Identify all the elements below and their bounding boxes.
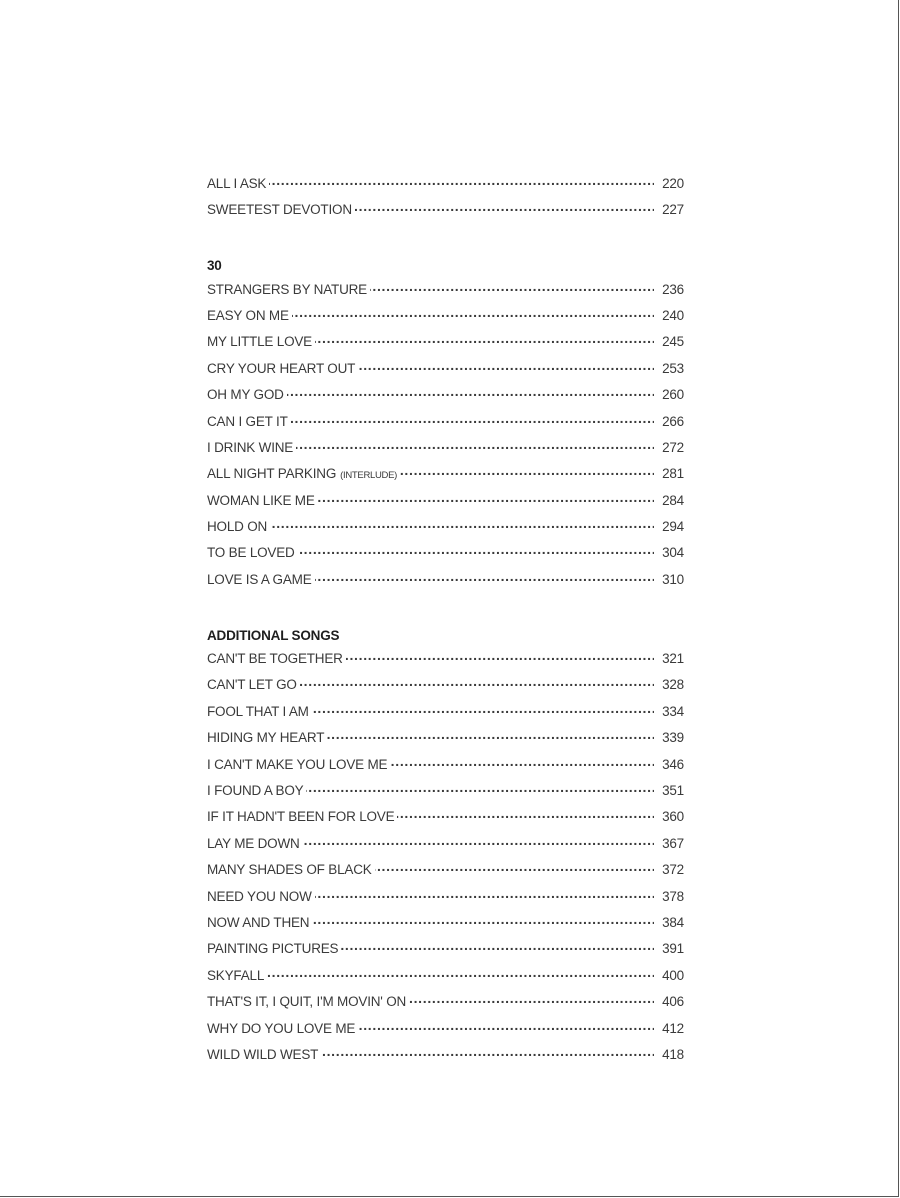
toc-entry[interactable] xyxy=(207,1019,684,1045)
song-title-text: NEED YOU NOW xyxy=(207,888,312,904)
dot-leader xyxy=(296,438,654,452)
page-number: 378 xyxy=(662,888,684,904)
song-title-note: (INTERLUDE) xyxy=(340,470,398,482)
toc-entry[interactable] xyxy=(207,834,684,860)
song-title-text: CAN'T LET GO xyxy=(207,677,297,693)
page-number: 418 xyxy=(662,1046,684,1062)
page-number: 294 xyxy=(662,519,684,535)
song-title-text: ALL NIGHT PARKING xyxy=(207,466,337,482)
toc-entry[interactable] xyxy=(207,913,684,939)
toc-entry[interactable] xyxy=(207,464,684,490)
page-number: 367 xyxy=(662,835,684,851)
dot-leader xyxy=(312,913,654,927)
song-title-text: SKYFALL xyxy=(207,967,265,983)
toc-entry[interactable] xyxy=(207,200,684,226)
dot-leader xyxy=(409,992,654,1006)
toc-entry[interactable] xyxy=(207,306,684,332)
page-number: 236 xyxy=(662,281,684,297)
song-title-text: HOLD ON xyxy=(207,519,268,535)
dot-leader xyxy=(300,675,654,689)
toc-entry[interactable] xyxy=(207,385,684,411)
page-number: 412 xyxy=(662,1020,684,1036)
song-title-text: THAT'S IT, I QUIT, I'M MOVIN' ON xyxy=(207,994,407,1010)
page-number: 346 xyxy=(662,756,684,772)
dot-leader xyxy=(312,702,654,716)
song-title xyxy=(207,915,312,930)
toc-entry[interactable] xyxy=(207,412,684,438)
song-title-text: I DRINK WINE xyxy=(207,439,294,455)
song-title-text: MANY SHADES OF BLACK xyxy=(207,862,372,878)
toc-entry[interactable] xyxy=(207,517,684,543)
page-number: 391 xyxy=(662,941,684,957)
song-title xyxy=(207,493,318,508)
page-number: 400 xyxy=(662,967,684,983)
page-number: 253 xyxy=(662,360,684,376)
song-title-text: HIDING MY HEART xyxy=(207,730,325,746)
song-title-text: PAINTING PICTURES xyxy=(207,941,339,957)
dot-leader xyxy=(346,649,654,663)
section-gap xyxy=(207,227,684,253)
dot-leader xyxy=(370,280,654,294)
page-number: 328 xyxy=(662,677,684,693)
page-number: 384 xyxy=(662,914,684,930)
song-title xyxy=(207,1047,321,1062)
dot-leader xyxy=(287,385,654,399)
toc-entry[interactable] xyxy=(207,755,684,781)
song-title xyxy=(207,889,315,904)
page-number: 272 xyxy=(662,439,684,455)
dot-leader xyxy=(292,306,654,320)
page-number: 360 xyxy=(662,809,684,825)
song-title xyxy=(207,651,346,666)
dot-leader xyxy=(390,755,654,769)
toc-entry[interactable] xyxy=(207,966,684,992)
song-title-text: SWEETEST DEVOTION xyxy=(207,202,352,218)
song-title xyxy=(207,783,306,798)
song-title xyxy=(207,730,327,745)
table-of-contents xyxy=(207,174,684,1071)
page-number: 351 xyxy=(662,782,684,798)
toc-entry[interactable] xyxy=(207,649,684,675)
song-title-text: IF IT HADN'T BEEN FOR LOVE xyxy=(207,809,395,825)
song-title xyxy=(207,361,358,376)
song-title xyxy=(207,176,269,191)
section-heading: 30 xyxy=(207,258,222,274)
song-title-text: TO BE LOVED xyxy=(207,545,295,561)
dot-leader xyxy=(315,570,655,584)
dot-leader xyxy=(358,1019,654,1033)
page-number: 321 xyxy=(662,651,684,667)
song-title xyxy=(207,545,298,560)
dot-leader xyxy=(397,807,654,821)
toc-entry[interactable] xyxy=(207,781,684,807)
dot-leader xyxy=(270,517,654,531)
song-title xyxy=(207,1021,358,1036)
song-title-text: STRANGERS BY NATURE xyxy=(207,281,367,297)
song-title xyxy=(207,282,370,297)
song-title xyxy=(207,862,375,877)
song-title xyxy=(207,466,400,481)
song-title-text: WOMAN LIKE ME xyxy=(207,492,315,508)
dot-leader xyxy=(375,860,654,874)
song-title-text: CAN'T BE TOGETHER xyxy=(207,651,343,667)
song-title-text: NOW AND THEN xyxy=(207,914,310,930)
section-gap xyxy=(207,596,684,622)
song-title-text: ALL I ASK xyxy=(207,176,267,191)
song-title-text: FOOL THAT I AM xyxy=(207,703,309,719)
song-title xyxy=(207,202,355,217)
song-title-text: OH MY GOD xyxy=(207,387,284,403)
dot-leader xyxy=(400,464,654,478)
toc-entry[interactable] xyxy=(207,992,684,1018)
song-title xyxy=(207,757,390,772)
dot-leader xyxy=(355,200,654,214)
page-number: 220 xyxy=(662,176,684,191)
dot-leader xyxy=(303,834,654,848)
page-number: 339 xyxy=(662,730,684,746)
toc-entry[interactable] xyxy=(207,860,684,886)
song-title-text: I FOUND A BOY xyxy=(207,782,304,798)
song-title-text: WILD WILD WEST xyxy=(207,1046,319,1062)
song-title xyxy=(207,572,315,587)
song-title xyxy=(207,334,315,349)
song-title xyxy=(207,941,341,956)
section-heading: ADDITIONAL SONGS xyxy=(207,627,340,643)
song-title xyxy=(207,704,312,719)
dot-leader xyxy=(267,966,654,980)
song-title xyxy=(207,677,300,692)
song-title xyxy=(207,519,270,534)
toc-entry[interactable] xyxy=(207,280,684,306)
toc-entry[interactable] xyxy=(207,807,684,833)
page-number: 406 xyxy=(662,994,684,1010)
toc-entry[interactable] xyxy=(207,359,684,385)
dot-leader xyxy=(306,781,654,795)
page-number: 260 xyxy=(662,387,684,403)
song-title-text: CAN I GET IT xyxy=(207,413,288,429)
page-number: 310 xyxy=(662,571,684,587)
song-title-text: LAY ME DOWN xyxy=(207,835,300,851)
song-title-text: WHY DO YOU LOVE ME xyxy=(207,1020,356,1036)
dot-leader xyxy=(315,887,654,901)
page-number: 304 xyxy=(662,545,684,561)
song-title xyxy=(207,308,292,323)
song-title-text: LOVE IS A GAME xyxy=(207,571,312,587)
toc-entry[interactable] xyxy=(207,491,684,517)
song-title xyxy=(207,809,397,824)
toc-entry[interactable] xyxy=(207,675,684,701)
toc-entry[interactable] xyxy=(207,939,684,965)
song-title xyxy=(207,440,296,455)
toc-entry[interactable] xyxy=(207,174,684,200)
page-number: 281 xyxy=(662,466,684,482)
dot-leader xyxy=(291,412,654,426)
page-number: 240 xyxy=(662,307,684,323)
dot-leader xyxy=(341,939,654,953)
page-number: 266 xyxy=(662,413,684,429)
toc-entry[interactable] xyxy=(207,702,684,728)
toc-entry[interactable] xyxy=(207,332,684,358)
toc-entry[interactable] xyxy=(207,570,684,596)
toc-entry[interactable] xyxy=(207,887,684,913)
toc-entry[interactable] xyxy=(207,543,684,569)
song-title-text: I CAN'T MAKE YOU LOVE ME xyxy=(207,756,388,772)
song-title-text: EASY ON ME xyxy=(207,307,289,323)
toc-entry[interactable] xyxy=(207,438,684,464)
page-number: 227 xyxy=(662,202,684,218)
page-number: 245 xyxy=(662,334,684,350)
toc-entry[interactable] xyxy=(207,1045,684,1071)
song-title-text: CRY YOUR HEART OUT xyxy=(207,360,356,376)
page-number: 284 xyxy=(662,492,684,508)
dot-leader xyxy=(298,543,654,557)
dot-leader xyxy=(327,728,654,742)
song-title xyxy=(207,994,409,1009)
dot-leader xyxy=(321,1045,654,1059)
song-title-text: MY LITTLE LOVE xyxy=(207,334,312,350)
page-number: 334 xyxy=(662,703,684,719)
song-title xyxy=(207,414,291,429)
song-title xyxy=(207,387,287,402)
dot-leader xyxy=(318,491,654,505)
page-number: 372 xyxy=(662,862,684,878)
dot-leader xyxy=(358,359,654,373)
dot-leader xyxy=(315,332,654,346)
song-title xyxy=(207,968,267,983)
song-title xyxy=(207,836,303,851)
dot-leader xyxy=(269,174,654,188)
toc-entry[interactable] xyxy=(207,728,684,754)
